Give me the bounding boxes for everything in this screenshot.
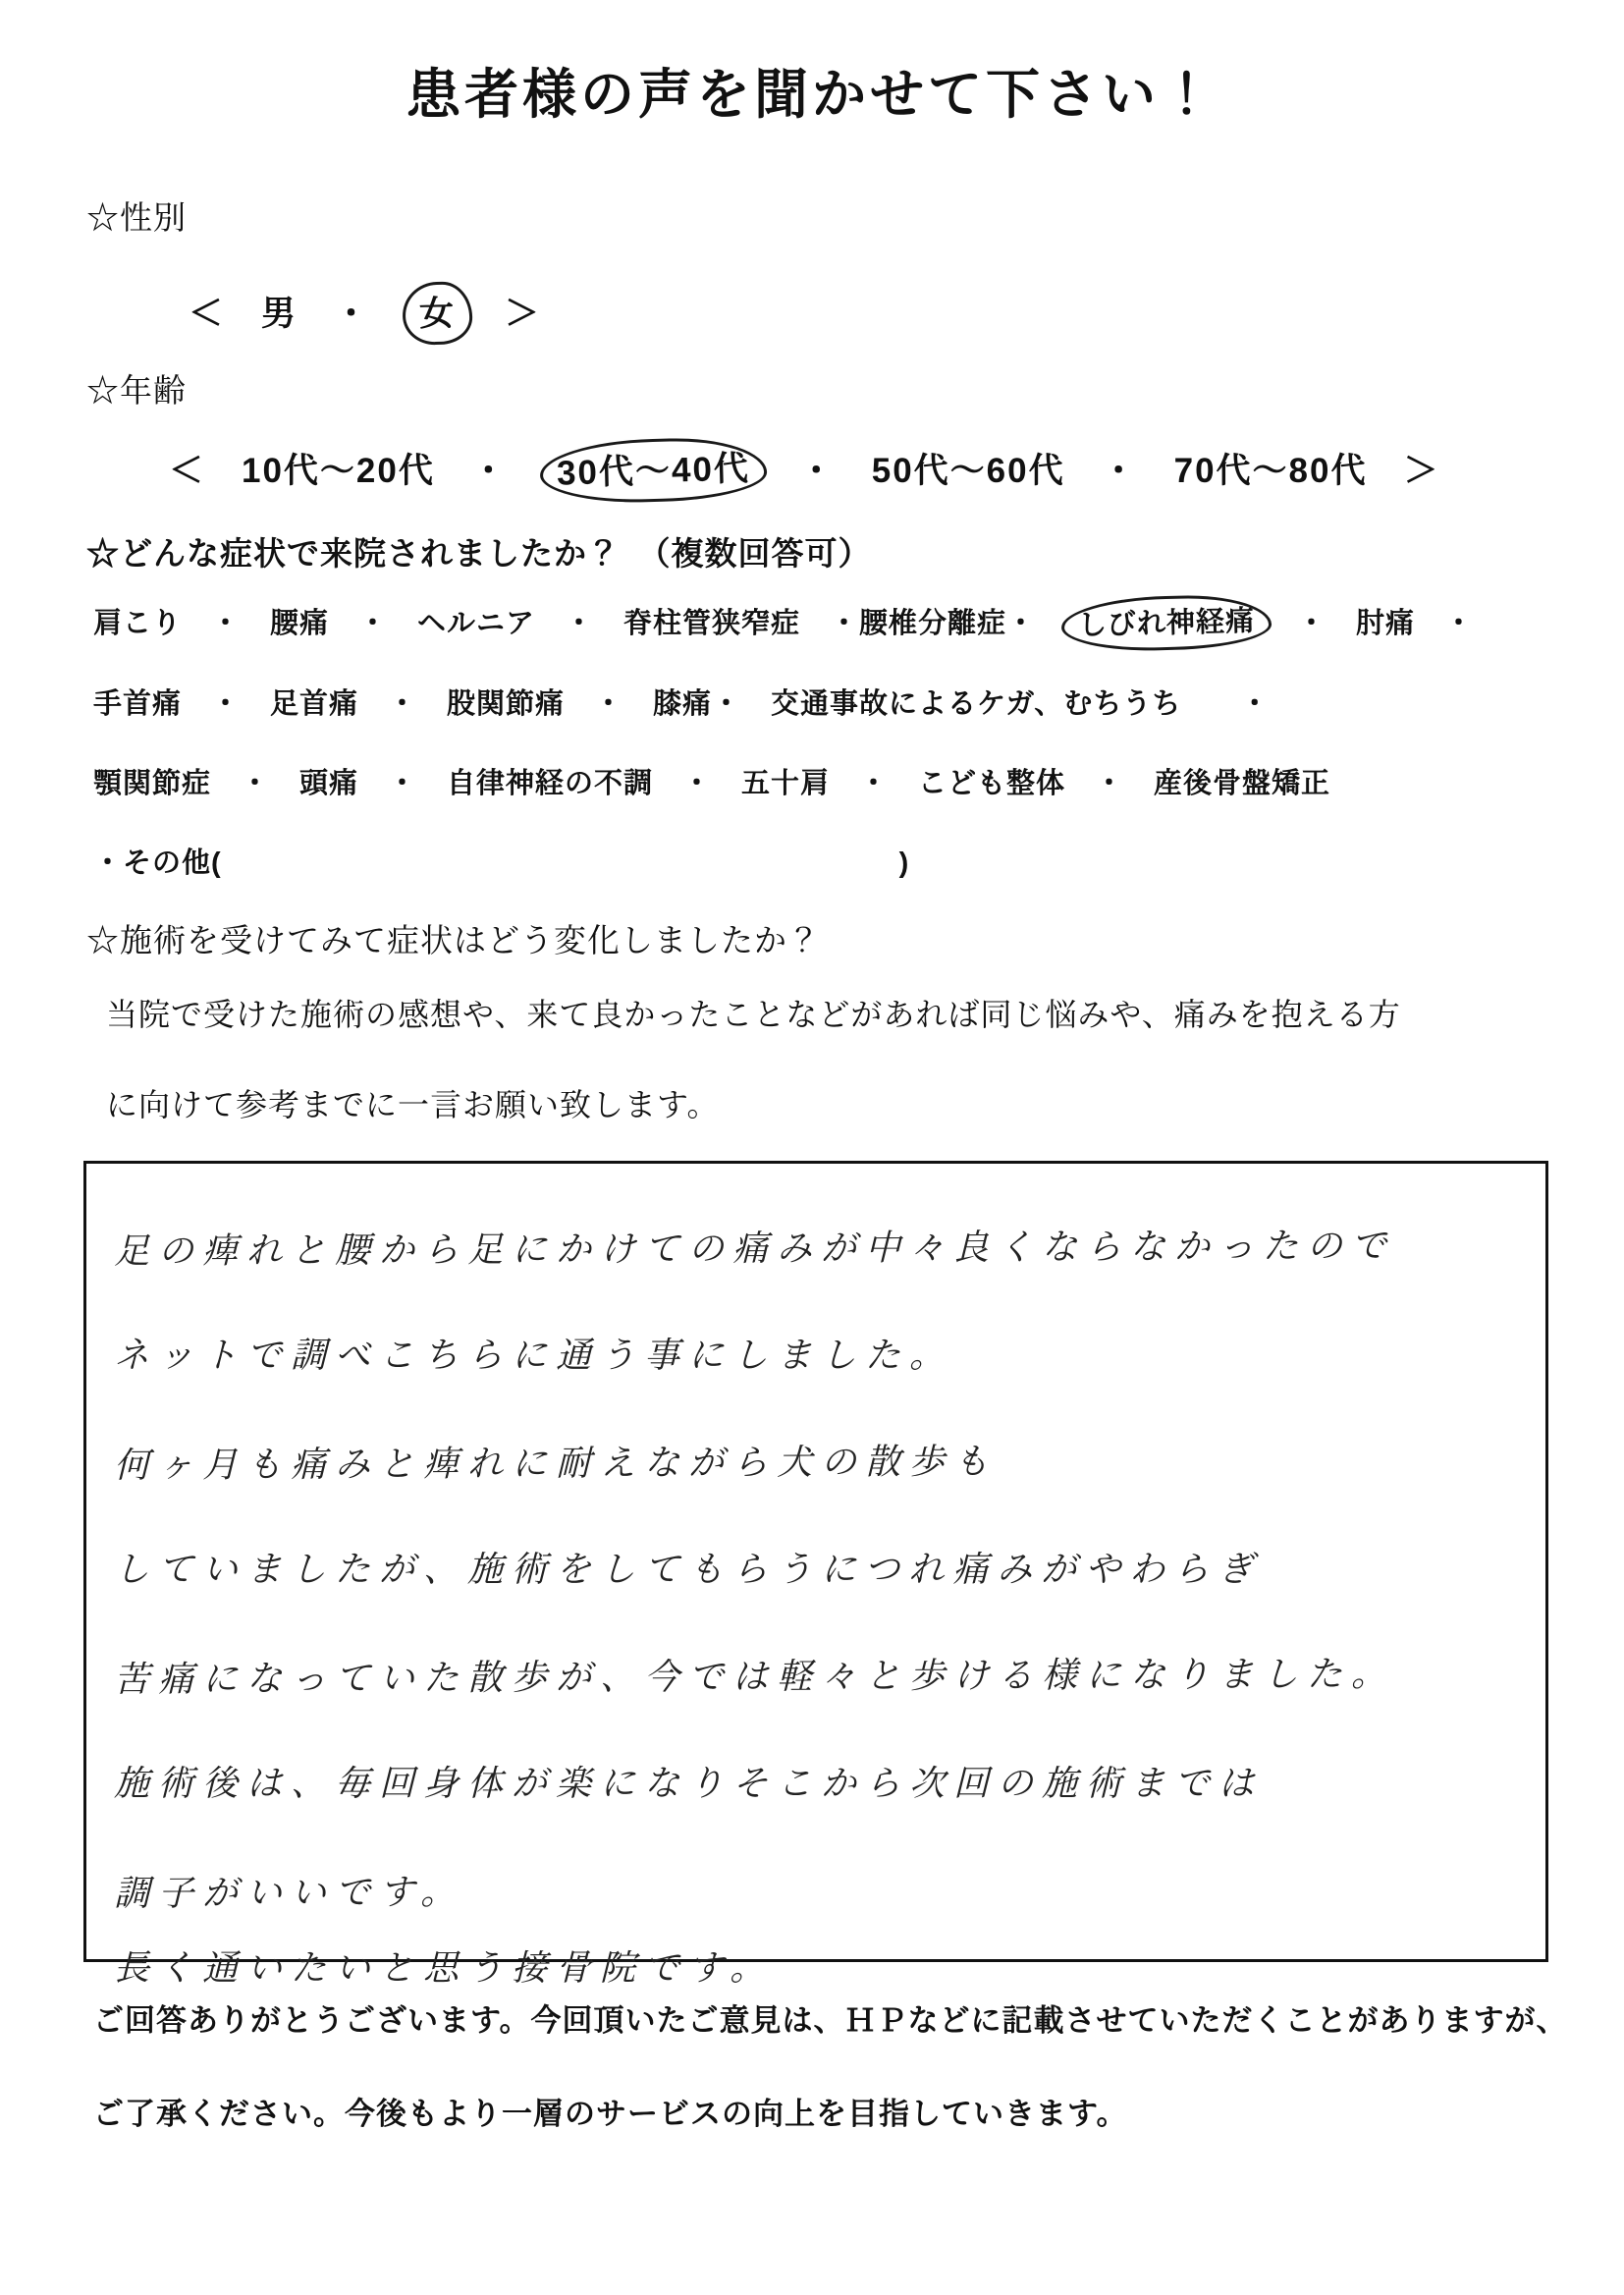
instruction-line: に向けて参考までに一言お願い致します。	[106, 1087, 720, 1122]
option-text: 手首痛 ・ 足首痛 ・ 股関節痛 ・ 膝痛・ 交通事故によるケガ、むちうち ・	[93, 688, 1271, 720]
footer-line: ご回答ありがとうございます。今回頂いたご意見は、ＨＰなどに記載させていただくことがありますが、	[93, 2003, 1568, 2038]
age-options	[169, 444, 1439, 494]
footer-note	[93, 1995, 1596, 2182]
instruction-line: 当院で受けた施術の感想や、来て良かったことなどがあれば同じ悩みや、痛みを抱える方	[106, 997, 1401, 1032]
form-title: 患者様の声を聞かせて下さい！	[406, 65, 1218, 125]
symptom-options-list	[93, 601, 1566, 920]
handwritten-comment-box	[83, 1161, 1548, 1989]
symptom-row-other	[93, 841, 1566, 881]
circled-selected-option: 女	[402, 281, 473, 346]
handwritten-line: していましたが、施術をしてもらうにつれ痛みがやわらぎ	[114, 1550, 1263, 1590]
option-text: ＜ 男 ・	[189, 295, 407, 333]
symptom-section-label: ☆どんな症状で来院されましたか？ （複数回答可）	[86, 535, 872, 572]
change-section-label: ☆施術を受けてみて症状はどう変化しましたか？	[86, 924, 821, 959]
gender-section-label: ☆性別	[86, 201, 187, 237]
handwritten-line: 調子がいいです。	[113, 1872, 465, 1915]
handwritten-line: ネットで調べこちらに通う事にしました。	[114, 1336, 954, 1376]
age-section-label: ☆年齢	[86, 374, 187, 410]
footer-line: ご了承ください。今後もより一層のサービスの向上を目指していきます。	[93, 2097, 1128, 2131]
handwritten-line: 長く通いたいと思う接骨院です。	[114, 1948, 775, 1989]
symptom-row	[93, 682, 1566, 722]
handwritten-line: 何ヶ月も痛みと痺れに耐えながら犬の散歩も	[113, 1442, 999, 1487]
option-text: ＜ 10代～20代 ・	[169, 452, 544, 490]
symptom-row	[93, 601, 1566, 642]
option-text: 肩こり ・ 腰痛 ・ ヘルニア ・ 脊柱管狭窄症 ・腰椎分離症・	[93, 608, 1066, 639]
circled-selected-option: 30代～40代	[539, 436, 767, 505]
comment-instructions	[106, 990, 1559, 1171]
handwritten-line: 施術後は、毎回身体が楽になりそこから次回の施術までは	[114, 1764, 1264, 1804]
option-text: ・ 50代～60代 ・ 70代～80代 ＞	[762, 452, 1440, 490]
gender-options	[189, 287, 541, 337]
handwritten-line: 足の痺れと腰から足にかけての痛みが中々良くならなかったので	[113, 1226, 1396, 1273]
option-text: ＞	[468, 295, 542, 333]
symptom-row	[93, 761, 1566, 801]
option-text: 顎関節症 ・ 頭痛 ・ 自律神経の不調 ・ 五十肩 ・ こども整体 ・ 産後骨盤矯正	[93, 768, 1331, 799]
circled-selected-option: しびれ神経痛	[1060, 593, 1272, 653]
handwritten-line: 苦痛になっていた散歩が、今では軽々と歩ける様になりました。	[113, 1654, 1396, 1701]
option-text: ・ 肘痛 ・	[1268, 608, 1475, 639]
option-text: ・その他( )	[93, 847, 910, 879]
